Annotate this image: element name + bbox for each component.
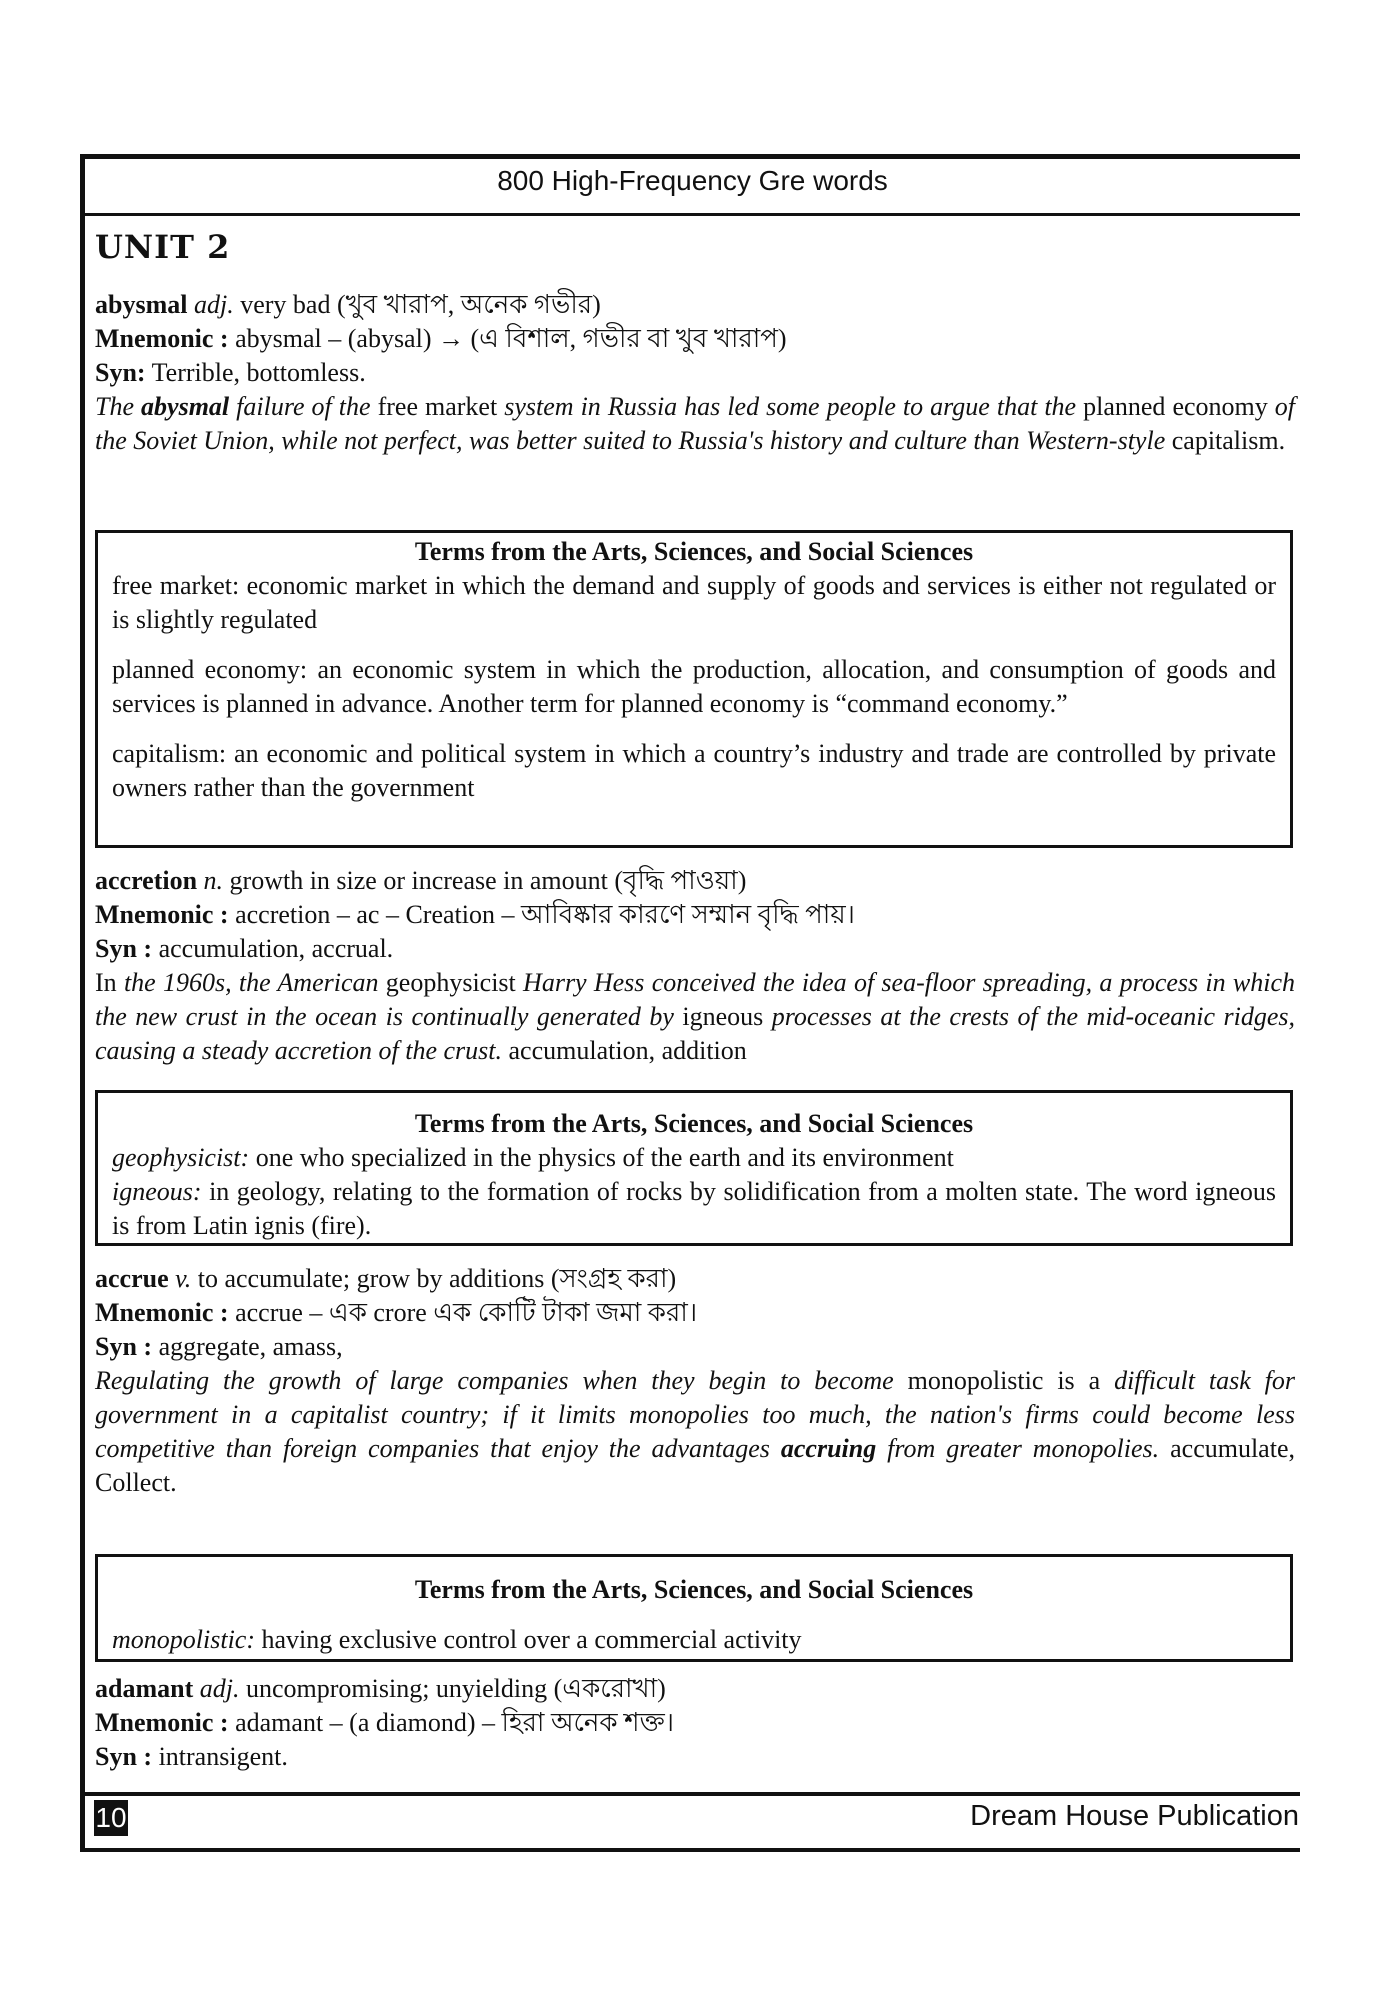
mnemonic-label: Mnemonic : — [95, 1298, 229, 1327]
example-run: from greater monopolies. — [876, 1434, 1160, 1463]
page-number: 10 — [94, 1800, 128, 1836]
part-of-speech: adj. — [193, 290, 234, 319]
terms-box-3 — [95, 1554, 1293, 1662]
term-igneous — [112, 1175, 1276, 1243]
term-definition: one who specialized in the physics of the earth and its environment — [249, 1143, 954, 1172]
term-definition: in geology, relating to the formation of rocks by solidification from a molten state. The word igneous is from Latin ignis (fire). — [112, 1177, 1276, 1240]
example-run: accumulate, Collect. — [95, 1434, 1295, 1497]
page-header-title: 800 High-Frequency Gre words — [497, 165, 888, 196]
example-sentence — [95, 966, 1295, 1068]
example-run: monopolistic — [907, 1366, 1058, 1395]
example-run: abysmal — [141, 392, 230, 421]
part-of-speech: v. — [175, 1264, 192, 1293]
mnemonic-text: adamant – (a diamond) – হিরা অনেক শক্ত। — [228, 1708, 675, 1737]
mnemonic-text: accrue – এক crore এক কোটি টাকা জমা করা। — [228, 1298, 698, 1327]
unit-heading: UNIT 2 — [95, 228, 231, 266]
footer-rule — [80, 1792, 1300, 1796]
example-run: In — [95, 968, 124, 997]
example-run: of the Soviet Union, while not perfect, was better suited to Russia's history and culture than Western-style — [95, 392, 1296, 455]
term-geophysicist — [112, 1141, 1276, 1175]
synonym-label: Syn: — [95, 358, 146, 387]
term-free-market: free market: economic market in which the demand and supply of goods and services is either not regulated or is slightly regulated — [112, 571, 1276, 634]
top-border — [80, 154, 1300, 159]
example-run: accruing — [780, 1434, 877, 1463]
example-run: difficult task for government in a capitalist country; if it limits monopolies too much, the nation's firms could become less competitive than foreign companies that enjoy the advantages — [95, 1366, 1296, 1463]
entry-definition — [95, 864, 1295, 898]
synonym-line — [95, 1330, 1295, 1364]
synonym-label: Syn : — [95, 1742, 153, 1771]
left-border — [80, 154, 85, 1852]
entry-definition — [95, 1262, 1295, 1296]
mnemonic-line — [95, 1296, 1295, 1330]
mnemonic-text: accretion – ac – Creation – আবিষ্কার কারণে সম্মান বৃদ্ধি পায়। — [228, 900, 855, 929]
terms-box-1 — [95, 530, 1293, 848]
mnemonic-text: abysmal – (abysal) → (এ বিশাল, গভীর বা খুব খারাপ) — [228, 324, 787, 353]
example-run: free market — [377, 392, 505, 421]
synonym-text: accumulation, accrual. — [152, 934, 394, 963]
example-run: is a — [1057, 1366, 1115, 1395]
synonym-line — [95, 356, 1295, 390]
example-run: system in Russia has led some people to argue that the — [504, 392, 1084, 421]
entry-adamant — [95, 1672, 1295, 1774]
example-run: The — [95, 392, 142, 421]
term-name: geophysicist: — [112, 1143, 250, 1172]
entry-word: accrue — [95, 1264, 169, 1293]
entry-abysmal — [95, 288, 1295, 458]
example-run: capitalism. — [1171, 426, 1286, 455]
mnemonic-label: Mnemonic : — [95, 1708, 229, 1737]
example-run: igneous — [682, 1002, 772, 1031]
definition-text: uncompromising; unyielding (একরোখা) — [239, 1674, 666, 1703]
part-of-speech: n. — [203, 866, 224, 895]
terms-box-2 — [95, 1090, 1293, 1246]
example-sentence — [95, 1364, 1295, 1500]
definition-text: growth in size or increase in amount (বৃদ্ধি পাওয়া) — [223, 866, 747, 895]
synonym-label: Syn : — [95, 934, 153, 963]
example-run: the 1960s, the American — [123, 968, 386, 997]
mnemonic-label: Mnemonic : — [95, 324, 229, 353]
example-run: planned economy — [1083, 392, 1275, 421]
example-run: accumulation, addition — [502, 1036, 747, 1065]
mnemonic-line — [95, 322, 1295, 356]
mnemonic-line — [95, 1706, 1295, 1740]
example-run: failure of the — [229, 392, 378, 421]
terms-box-title: Terms from the Arts, Sciences, and Social Sciences — [414, 1575, 974, 1604]
entry-word: adamant — [95, 1674, 194, 1703]
entry-accretion — [95, 864, 1295, 1068]
bottom-rule — [80, 1848, 1300, 1852]
example-run: Regulating the growth of large companies when they begin to become — [95, 1366, 908, 1395]
term-monopolistic — [112, 1623, 1276, 1657]
entry-definition — [95, 288, 1295, 322]
synonym-text: aggregate, amass, — [152, 1332, 343, 1361]
term-capitalism: capitalism: an economic and political system in which a country’s industry and trade are controlled by private owners rather than the government — [112, 739, 1276, 802]
entry-definition — [95, 1672, 1295, 1706]
terms-box-title: Terms from the Arts, Sciences, and Social Sciences — [414, 537, 974, 566]
terms-box-title: Terms from the Arts, Sciences, and Social Sciences — [414, 1109, 974, 1138]
part-of-speech: adj. — [199, 1674, 240, 1703]
publisher-name: Dream House Publication — [970, 1800, 1299, 1832]
synonym-line — [95, 932, 1295, 966]
term-name: monopolistic: — [112, 1625, 255, 1654]
entry-accrue — [95, 1262, 1295, 1500]
term-planned-economy: planned economy: an economic system in which the production, allocation, and consumption of goods and services is planned in advance. Another term for planned economy is “command economy.” — [112, 655, 1276, 718]
synonym-line — [95, 1740, 1295, 1774]
mnemonic-label: Mnemonic : — [95, 900, 229, 929]
example-sentence — [95, 390, 1295, 458]
term-definition: having exclusive control over a commercial activity — [255, 1625, 802, 1654]
mnemonic-line — [95, 898, 1295, 932]
example-run: processes at the crests of the mid-oceanic ridges, causing a steady accretion of the crust. — [95, 1002, 1295, 1065]
entry-word: abysmal — [95, 290, 188, 319]
term-name: igneous: — [112, 1177, 202, 1206]
synonym-text: Terrible, bottomless. — [145, 358, 366, 387]
entry-word: accretion — [95, 866, 198, 895]
header-rule — [80, 213, 1300, 216]
synonym-label: Syn : — [95, 1332, 153, 1361]
example-run: geophysicist — [385, 968, 524, 997]
definition-text: very bad (খুব খারাপ, অনেক গভীর) — [233, 290, 601, 319]
synonym-text: intransigent. — [152, 1742, 288, 1771]
example-run: Harry Hess conceived the idea of sea-floor spreading, a process in which the new crust in the ocean is continually generated by — [95, 968, 1295, 1031]
definition-text: to accumulate; grow by additions (সংগ্রহ করা) — [191, 1264, 677, 1293]
